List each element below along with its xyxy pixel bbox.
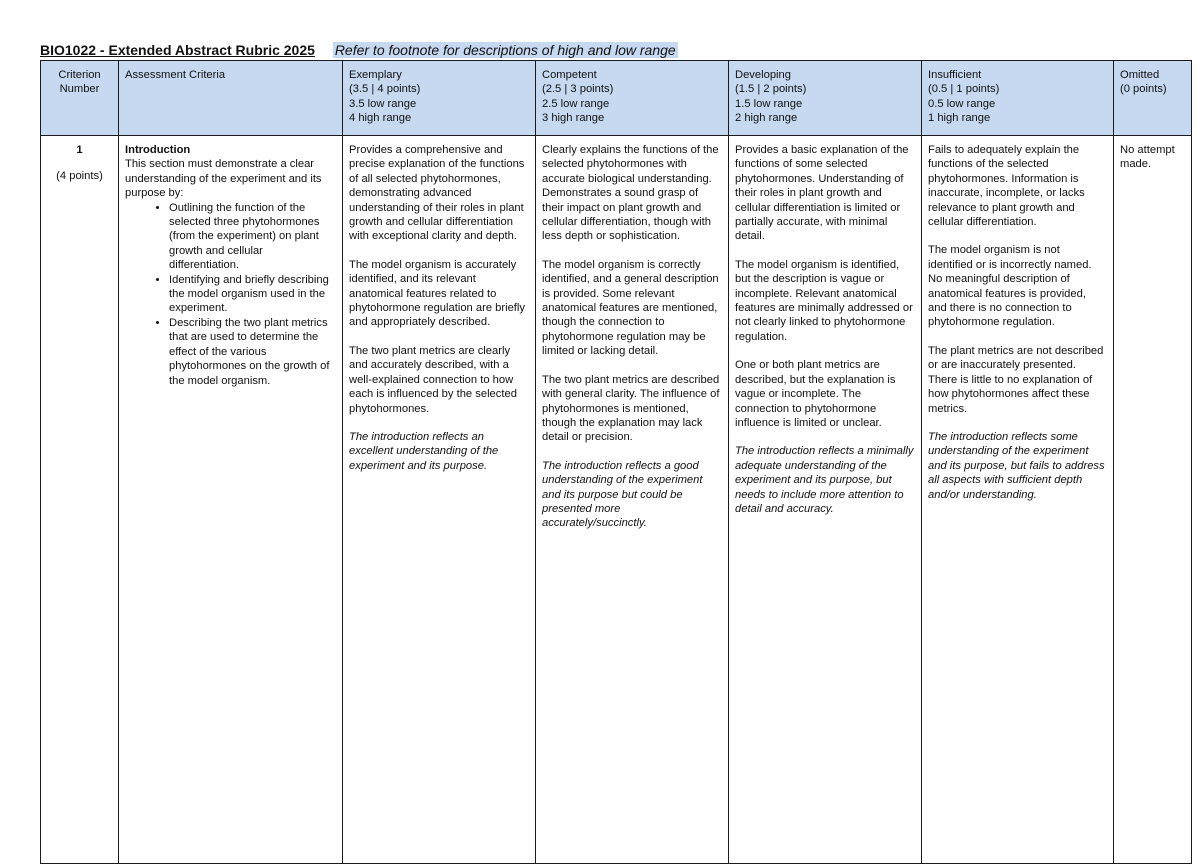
- list-item: • Identifying and briefly describing the model organism used in the experiment.: [169, 273, 336, 316]
- document-title: BIO1022 - Extended Abstract Rubric 2025: [40, 42, 315, 58]
- header-row: [41, 61, 1192, 136]
- criterion-number-cell: [41, 136, 119, 864]
- exemplary-cell: [343, 136, 536, 864]
- omitted-cell: No attempt made.: [1114, 136, 1192, 864]
- header-criterion-number: Criterion Number: [41, 61, 119, 136]
- exemplary-phytohormones: Provides a comprehensive and precise explanation of the functions of all selected phytohormones, demonstrating advanced understanding of their roles in plant growth and cellular differentiation with exceptional clarity and depth.: [349, 144, 525, 243]
- rubric-table: [40, 60, 1192, 864]
- criterion-number: 1: [76, 144, 83, 156]
- header-insufficient: Insufficient (0.5 | 1 points) 0.5 low range 1 high range: [922, 61, 1114, 136]
- assessment-criteria-cell: [119, 136, 343, 864]
- insufficient-plant-metrics: The plant metrics are not described or are inaccurately presented. There is little to no explanation of how phytohormones affect these metrics.: [928, 344, 1104, 415]
- insufficient-phytohormones: Fails to adequately explain the functions of the selected phytohormones. Information is inaccurate, incomplete, or lacks relevance to plant growth and cellular differentiation.: [928, 144, 1085, 229]
- criterion-row-introduction: [41, 136, 1192, 864]
- criterion-title: Introduction: [125, 144, 191, 156]
- document-title-line: [40, 41, 678, 59]
- developing-model-organism: The model organism is identified, but the description is vague or incomplete. Relevant anatomical features are minimally addressed or not clearly linked to phytohormone regulation.: [735, 258, 913, 343]
- developing-cell: [729, 136, 922, 864]
- criterion-bullet-list: [125, 201, 336, 388]
- competent-model-organism: The model organism is correctly identified, and a general description is provided. Some relevant anatomical features are mentioned, though the connection to phytohormone regulation may be limited or lacking detail.: [542, 258, 719, 358]
- exemplary-summary: The introduction reflects an excellent understanding of the experiment and its purpose.: [349, 430, 499, 472]
- header-competent: Competent (2.5 | 3 points) 2.5 low range 3 high range: [536, 61, 729, 136]
- header-assessment-criteria: Assessment Criteria: [119, 61, 343, 136]
- developing-plant-metrics: One or both plant metrics are described, but the explanation is vague or incomplete. The connection to phytohormone influence is limited or unclear.: [735, 359, 896, 429]
- criterion-points: (4 points): [56, 170, 103, 183]
- header-exemplary: Exemplary (3.5 | 4 points) 3.5 low range 4 high range: [343, 61, 536, 136]
- competent-phytohormones: Clearly explains the functions of the selected phytohormones with accurate biological understanding. Demonstrates a sound grasp of their impact on plant growth and cellular differentiation, though with less depth or sophistication.: [542, 144, 719, 243]
- list-item: • Describing the two plant metrics that are used to determine the effect of the various phytohormones on the growth of the model organism.: [169, 316, 336, 388]
- insufficient-cell: [922, 136, 1114, 864]
- exemplary-plant-metrics: The two plant metrics are clearly and accurately described, with a well-explained connection to how each is influenced by the selected phytohormones.: [349, 344, 517, 415]
- exemplary-model-organism: The model organism is accurately identified, and its relevant anatomical features related to phytohormone regulation are briefly and appropriately described.: [349, 258, 525, 329]
- footnote-reference-note: Refer to footnote for descriptions of high and low range: [334, 42, 676, 58]
- insufficient-summary: The introduction reflects some understanding of the experiment and its purpose, but fails to address all aspects with sufficient depth and/or understanding.: [928, 430, 1105, 501]
- criterion-intro: This section must demonstrate a clear understanding of the experiment and its purpose by:: [125, 158, 322, 200]
- competent-summary: The introduction reflects a good understanding of the experiment and its purpose but could be presented more accurately/succinctly.: [542, 459, 703, 530]
- insufficient-model-organism: The model organism is not identified or is incorrectly named. No meaningful description of anatomical features is provided, and there is no connection to phytohormone regulation.: [928, 244, 1092, 329]
- header-omitted: Omitted (0 points): [1114, 61, 1192, 136]
- competent-plant-metrics: The two plant metrics are described with general clarity. The influence of phytohormones is mentioned, though the explanation may lack detail or precision.: [542, 373, 720, 444]
- list-item: • Outlining the function of the selected three phytohormones (from the experiment) on plant growth and cellular differentiation.: [169, 201, 336, 273]
- developing-summary: The introduction reflects a minimally adequate understanding of the experiment and its purpose, but needs to include more attention to detail and accuracy.: [735, 445, 914, 515]
- header-developing: Developing (1.5 | 2 points) 1.5 low range 2 high range: [729, 61, 922, 136]
- developing-phytohormones: Provides a basic explanation of the functions of some selected phytohormones. Understanding of their roles in plant growth and cellular differentiation is limited or partially accurate, with minimal detail.: [735, 144, 909, 243]
- competent-cell: [536, 136, 729, 864]
